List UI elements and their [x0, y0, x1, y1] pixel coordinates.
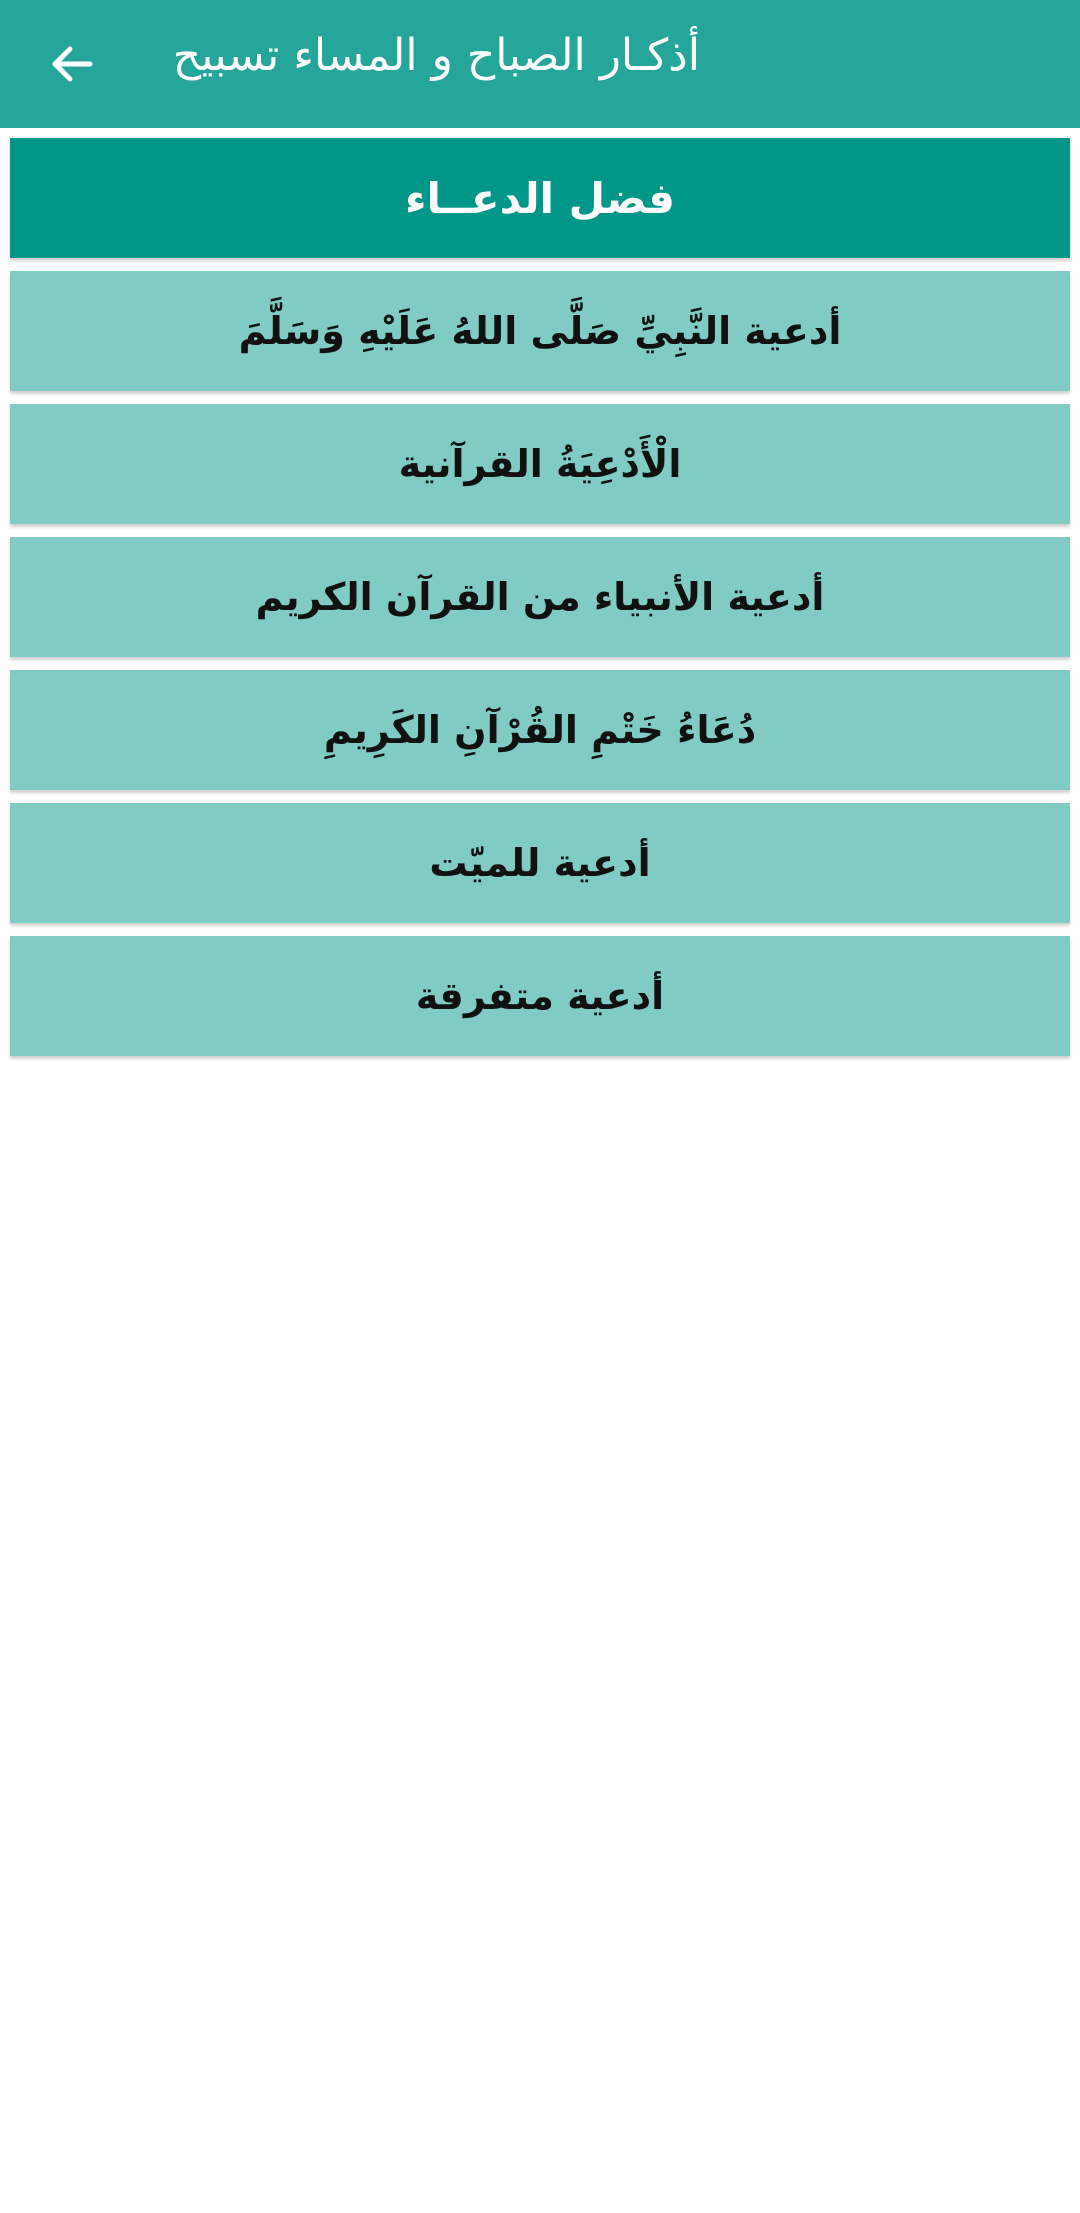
list-item-label: أدعية للميّت: [429, 841, 651, 885]
list-item-label: أدعية النَّبِيِّ صَلَّى اللهُ عَلَيْهِ وَسَلَّمَ: [238, 309, 842, 353]
list-item-duas-for-deceased[interactable]: [10, 803, 1070, 923]
dua-category-list: [10, 138, 1070, 1069]
list-item-label: دُعَاءُ خَتْمِ القُرْآنِ الكَرِيمِ: [323, 708, 757, 752]
list-item-quranic-duas[interactable]: [10, 404, 1070, 524]
page-title: أذكـار الصباح و المساء تسبيح: [172, 30, 700, 81]
list-item-label: أدعية متفرقة: [415, 974, 665, 1018]
list-item-prophet-duas[interactable]: [10, 271, 1070, 391]
app-bar: [0, 0, 1080, 128]
list-item-miscellaneous-duas[interactable]: [10, 936, 1070, 1056]
list-item-label: الْأَدْعِيَةُ القرآنية: [398, 442, 682, 486]
list-item-quran-completion-dua[interactable]: [10, 670, 1070, 790]
list-item-label: أدعية الأنبياء من القرآن الكريم: [255, 575, 825, 619]
back-button[interactable]: [32, 24, 112, 104]
list-item-virtue-of-dua[interactable]: [10, 138, 1070, 258]
arrow-left-icon: [48, 40, 96, 88]
list-item-label: فضل الدعــاء: [404, 173, 676, 223]
list-item-prophets-duas[interactable]: [10, 537, 1070, 657]
